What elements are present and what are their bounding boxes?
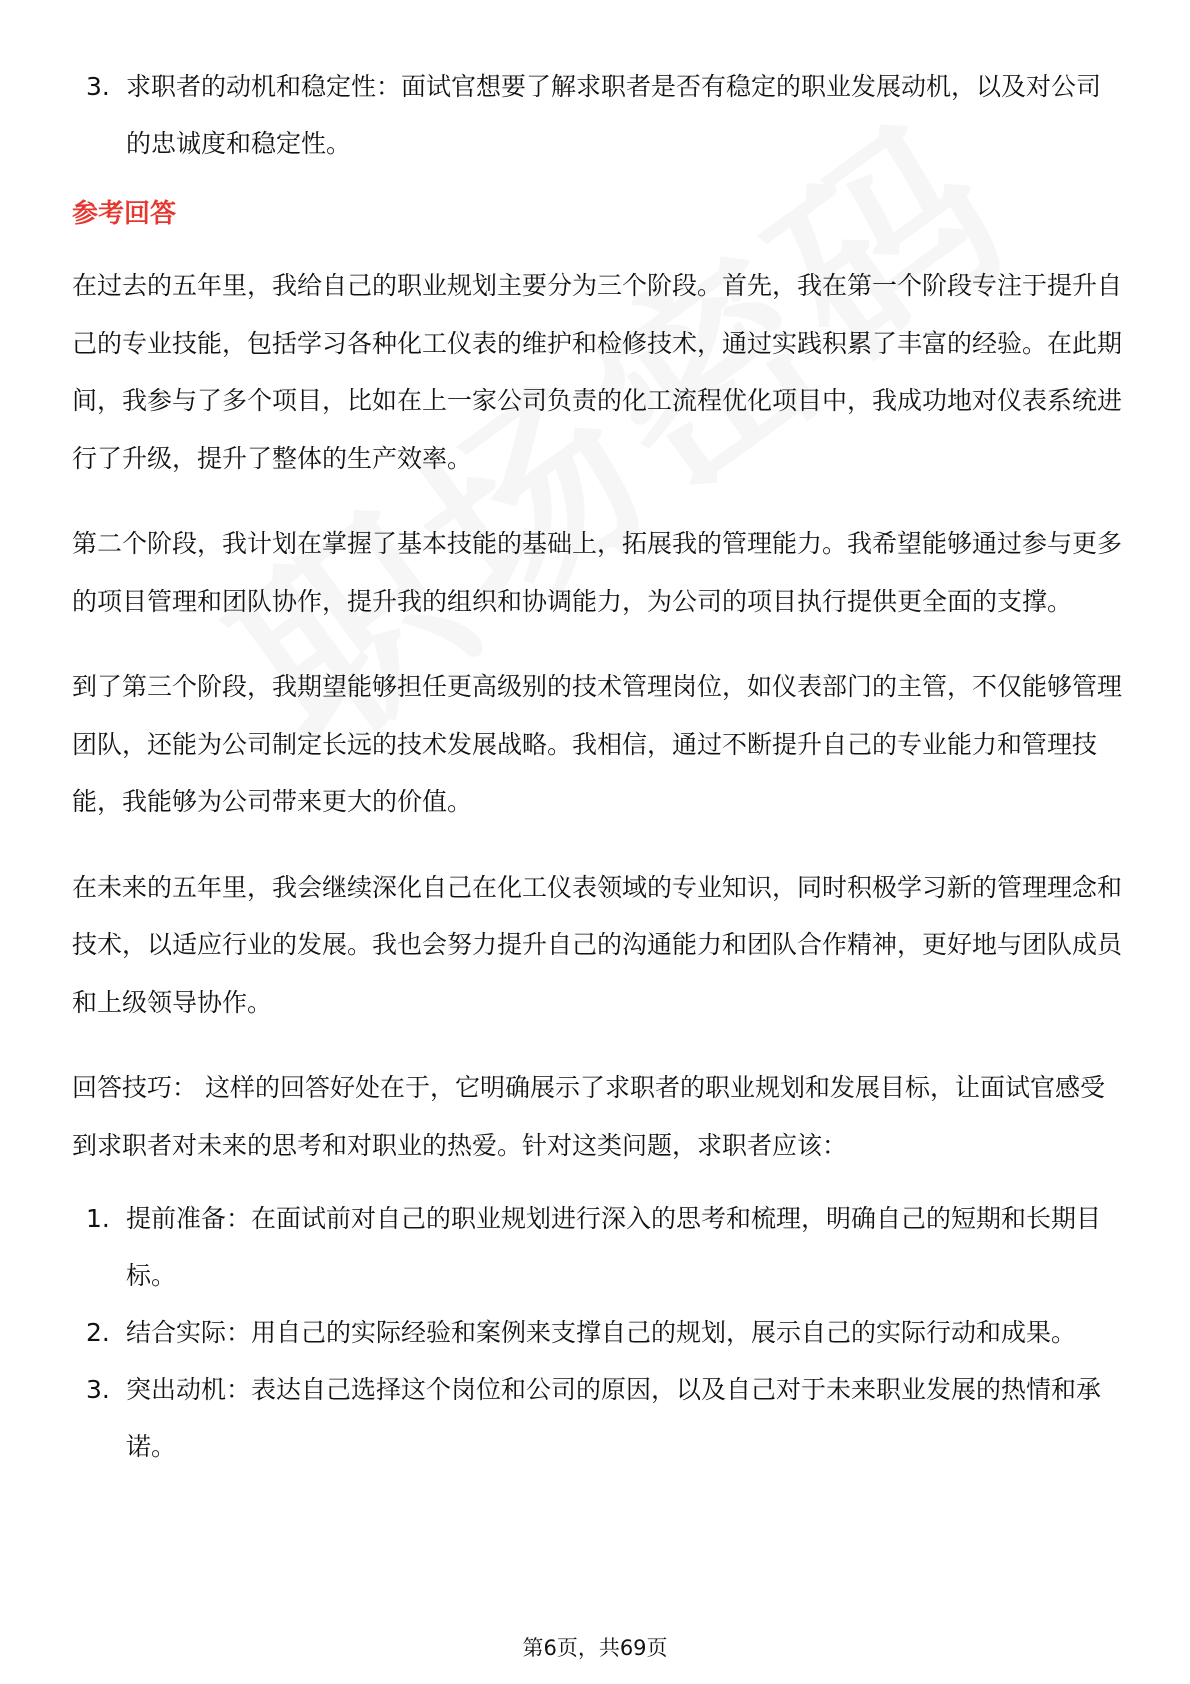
page-content: [72, 58, 1122, 1475]
list-item-text: 求职者的动机和稳定性：面试官想要了解求职者是否有稳定的职业发展动机，以及对公司的忠诚度和稳定性。: [126, 72, 1102, 158]
answer-paragraph: 在过去的五年里，我给自己的职业规划主要分为三个阶段。首先，我在第一个阶段专注于提升自己的专业技能，包括学习各种化工仪表的维护和检修技术，通过实践积累了丰富的经验。在此期间，我参与了多个项目，比如在上一家公司负责的化工流程优化项目中，我成功地对仪表系统进行了升级，提升了整体的生产效率。: [72, 271, 1123, 473]
tips-list: [72, 1190, 1122, 1475]
answer-paragraph: 第二个阶段，我计划在掌握了基本技能的基础上，拓展我的管理能力。我希望能够通过参与更多的项目管理和团队协作，提升我的组织和协调能力，为公司的项目执行提供更全面的支撑。: [72, 529, 1123, 616]
list-item: [72, 1190, 1122, 1304]
tips-intro-paragraph: 回答技巧： 这样的回答好处在于，它明确展示了求职者的职业规划和发展目标，让面试官感受到求职者对未来的思考和对职业的热爱。针对这类问题，求职者应该：: [72, 1073, 1105, 1160]
list-item-text: 结合实际：用自己的实际经验和案例来支撑自己的规划，展示自己的实际行动和成果。: [126, 1318, 1077, 1347]
answer-paragraph: 到了第三个阶段，我期望能够担任更高级别的技术管理岗位，如仪表部门的主管，不仅能够管理团队，还能为公司制定长远的技术发展战略。我相信，通过不断提升自己的专业能力和管理技能，我能够为公司带来更大的价值。: [72, 672, 1123, 816]
page-footer: 第6页，共69页: [522, 1636, 668, 1660]
list-item: [72, 1361, 1122, 1475]
list-item: [72, 1304, 1122, 1361]
answer-paragraph: 在未来的五年里，我会继续深化自己在化工仪表领域的专业知识，同时积极学习新的管理理念和技术，以适应行业的发展。我也会努力提升自己的沟通能力和团队合作精神，更好地与团队成员和上级领导协作。: [72, 872, 1123, 1017]
list-item: [72, 58, 1122, 172]
list-item-number: 3.: [86, 72, 110, 101]
list-item-text: 提前准备：在面试前对自己的职业规划进行深入的思考和梳理，明确自己的短期和长期目标。: [126, 1204, 1102, 1290]
motivation-list: [72, 58, 1122, 172]
list-item-text: 突出动机：表达自己选择这个岗位和公司的原因，以及自己对于未来职业发展的热情和承诺。: [126, 1375, 1102, 1461]
section-title: 参考回答: [72, 199, 177, 229]
list-item-number: 2.: [86, 1318, 110, 1347]
list-item-number: 1.: [86, 1204, 110, 1233]
list-item-number: 3.: [86, 1375, 110, 1404]
